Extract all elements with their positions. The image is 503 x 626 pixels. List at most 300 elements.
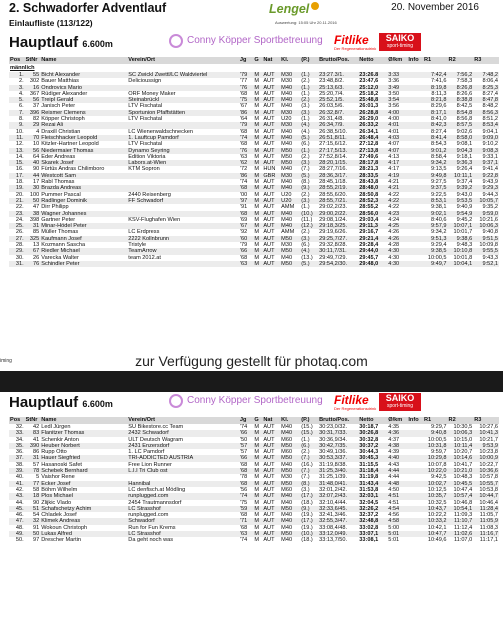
cell-stnr: 29 bbox=[25, 122, 41, 128]
cell-verein: Schwadorf bbox=[127, 518, 239, 524]
cell-verein: ULT Deutsch Wagram bbox=[128, 436, 183, 443]
cell-netto: 30:18,7 bbox=[359, 424, 379, 430]
cell-g: M bbox=[254, 499, 260, 506]
cell-name: Rabl Thomas bbox=[41, 179, 75, 186]
cell-brutto: 29:25,7/27. bbox=[318, 236, 358, 242]
cell-pace: 3:50 bbox=[388, 90, 400, 97]
cell-r1: 10:07,8 bbox=[427, 461, 447, 468]
cell-kl: M50 bbox=[280, 468, 300, 474]
cell-stnr: 91 bbox=[33, 524, 40, 531]
cell-stnr: 83 bbox=[25, 430, 41, 436]
header bbox=[9, 1, 499, 17]
col-header-r3: R3 bbox=[473, 57, 499, 64]
cell-pace: 4:21 bbox=[388, 179, 400, 186]
cell-p: (1.) bbox=[301, 116, 310, 123]
cell-verein: Sportunion Pfaffstätten bbox=[127, 110, 239, 116]
cell-stnr: 64 bbox=[33, 153, 40, 160]
cell-r2: 10:30,5 bbox=[453, 424, 473, 430]
cell-pos: 22. bbox=[15, 204, 24, 211]
cell-jg: '68 bbox=[239, 141, 248, 148]
cell-r1: 8:27,4 bbox=[430, 128, 447, 135]
cell-r3: 9:04,1 bbox=[482, 128, 498, 135]
cell-r2: 8:38,8 bbox=[448, 97, 474, 103]
cell-pace: 4:01 bbox=[388, 128, 400, 135]
cell-g: M bbox=[253, 110, 262, 116]
cell-nat: AUT bbox=[262, 493, 280, 499]
cell-netto: 26:33,2 bbox=[358, 122, 387, 128]
cell-brutto: 25:20,7/4. bbox=[319, 90, 344, 97]
cell-g: M bbox=[254, 90, 260, 97]
col-header-name: Name bbox=[40, 417, 127, 424]
cell-g: M bbox=[254, 449, 260, 456]
cell-r3: 10:36,6 bbox=[473, 468, 499, 474]
cell-jg: '59 bbox=[239, 506, 254, 512]
cell-p: (17.) bbox=[300, 518, 318, 524]
cell-nat: AUT bbox=[263, 424, 275, 430]
cell-kl: M40 bbox=[281, 512, 293, 519]
cell-r3: 9:29,3 bbox=[473, 185, 499, 191]
cell-nat: AUT bbox=[262, 468, 280, 474]
col-header-netto: Netto bbox=[358, 57, 387, 64]
cell-pace: 4:30 bbox=[388, 254, 400, 261]
cell-p: (13.) bbox=[301, 254, 313, 261]
sun-icon bbox=[311, 2, 319, 10]
cell-brutto: 28:27,7/16. bbox=[319, 166, 348, 173]
cell-netto: 29:03,4 bbox=[359, 216, 379, 223]
cell-p: (4.) bbox=[300, 248, 318, 254]
cell-g: M bbox=[253, 518, 262, 524]
cell-r2: 11:09,3 bbox=[453, 512, 473, 519]
cell-stnr: 396 bbox=[25, 110, 41, 116]
cell-r1: 9:13,5 bbox=[430, 166, 447, 173]
cell-name: Plos Michael bbox=[40, 493, 127, 499]
cell-jg: '63 bbox=[239, 261, 254, 267]
cell-kl: M30 bbox=[281, 474, 293, 481]
cell-nat: AUT bbox=[263, 436, 275, 443]
cell-r1: 9:51,3 bbox=[423, 236, 448, 242]
cell-nat: GBR bbox=[262, 173, 280, 179]
cell-r2: 10:04,1 bbox=[448, 261, 474, 267]
cell-verein: FF Schwadorf bbox=[127, 198, 239, 204]
cell-r3: 10:09,8 bbox=[479, 242, 498, 249]
cell-jg: '78 bbox=[239, 474, 248, 481]
cell-name: Wokoun Christoph bbox=[41, 524, 88, 531]
cell-r2: 10:20,7 bbox=[453, 449, 473, 456]
cell-name: Niedermaier Thomas bbox=[40, 148, 127, 154]
cell-stnr: 67 bbox=[25, 248, 41, 254]
cell-r2: 10:06,3 bbox=[448, 430, 474, 436]
cell-r2: 8:26,6 bbox=[456, 90, 473, 97]
cell-brutto: 26:03,5/6. bbox=[319, 103, 344, 110]
cell-netto: 27:13,8 bbox=[358, 148, 387, 154]
cell-name: Hauer Siegfried bbox=[40, 455, 127, 461]
cell-r2: 7:56,2 bbox=[448, 72, 474, 78]
cell-name: Rupp Otto bbox=[41, 449, 67, 456]
cell-netto: 26:29,0 bbox=[359, 116, 379, 123]
cell-r1: 8:17,1 bbox=[423, 110, 448, 116]
cell-kl: M30 bbox=[280, 122, 300, 128]
cell-kl: M60 bbox=[281, 486, 293, 493]
cell-p: (3.) bbox=[301, 486, 310, 493]
cell-r3: 9:09,0 bbox=[473, 135, 499, 141]
cell-kl: M40 bbox=[281, 179, 293, 186]
cell-brutto: 30:11,7/31. bbox=[318, 248, 358, 254]
cell-pos: 40. bbox=[15, 474, 24, 481]
cell-name: Dirr Philipp bbox=[41, 204, 69, 211]
cell-p: (7.) bbox=[301, 474, 310, 481]
cell-r1: 8:40,6 bbox=[430, 216, 447, 223]
cell-r2: 8:42,5 bbox=[456, 103, 473, 110]
cell-p: (19.) bbox=[301, 524, 313, 531]
cell-pos: 28. bbox=[15, 242, 24, 249]
cell-pos: 37. bbox=[9, 455, 25, 461]
cell-pos: 44. bbox=[15, 499, 24, 506]
cell-nat: AUT bbox=[263, 179, 275, 186]
cell-pace: 3:56 bbox=[388, 103, 400, 110]
cell-r1: 10:49,6 bbox=[427, 537, 447, 544]
cell-r1: 8:53,1 bbox=[423, 198, 448, 204]
cell-netto: 32:26,2 bbox=[358, 506, 387, 512]
cell-jg: '57 bbox=[239, 443, 254, 449]
cell-p: (1.) bbox=[300, 148, 318, 154]
cell-pos: 45. bbox=[9, 506, 25, 512]
cell-nat: AUT bbox=[263, 90, 275, 97]
cell-r3: 8:47,8 bbox=[473, 97, 499, 103]
cell-g: M bbox=[254, 461, 260, 468]
cell-pace: 5:01 bbox=[387, 531, 407, 537]
cell-p: (4.) bbox=[300, 122, 318, 128]
cell-brutto: 32:55,3/47. bbox=[318, 518, 358, 524]
cell-pos: 49. bbox=[9, 531, 25, 537]
cell-netto: 30:32,8 bbox=[359, 436, 379, 443]
cell-r1: 10:43,7 bbox=[423, 506, 448, 512]
cell-brutto: 32:01,2/42. bbox=[319, 486, 348, 493]
col-header-pace: Ø/km bbox=[387, 57, 407, 64]
cell-brutto: 26:31,4/8. bbox=[319, 116, 344, 123]
cell-nat: AUT bbox=[262, 198, 280, 204]
col-header-info: Info bbox=[407, 57, 423, 64]
cell-netto: 28:17,8 bbox=[358, 160, 387, 166]
cell-g: M bbox=[253, 223, 262, 229]
cell-pos: 2. bbox=[18, 78, 24, 85]
cell-r1: 8:58,4 bbox=[430, 153, 447, 160]
cell-pace: 4:03 bbox=[387, 135, 407, 141]
cell-g: M bbox=[253, 97, 262, 103]
cell-p: (16.) bbox=[301, 461, 313, 468]
cell-name: Ecker Josef bbox=[40, 481, 127, 487]
cell-g: M bbox=[254, 103, 260, 110]
cell-r1: 9:34,2 bbox=[423, 160, 448, 166]
cell-brutto: 29:49,7/29. bbox=[319, 254, 348, 261]
cell-netto: 28:50,8 bbox=[359, 191, 379, 198]
cell-pace: 4:00 bbox=[388, 116, 400, 123]
cell-r3: 9:52,1 bbox=[473, 261, 499, 267]
col-header-jg: Jg bbox=[239, 57, 254, 64]
cell-g: M bbox=[253, 455, 262, 461]
cell-pos: 15. bbox=[9, 160, 25, 166]
col-header-g: G bbox=[253, 417, 262, 424]
cell-r2: 10:21,0 bbox=[448, 468, 474, 474]
cell-pos: 41. bbox=[9, 481, 25, 487]
cell-nat: AUT bbox=[262, 248, 280, 254]
cell-g: M bbox=[253, 261, 262, 267]
cell-name: Eder Andreas bbox=[41, 153, 76, 160]
cell-nat: AUT bbox=[262, 211, 280, 217]
cell-nat: AUT bbox=[262, 443, 280, 449]
table-row bbox=[9, 537, 499, 543]
cell-pace: 4:19 bbox=[387, 173, 407, 179]
cell-r3: 10:44,7 bbox=[473, 493, 499, 499]
cell-jg: '57 bbox=[239, 449, 248, 456]
cell-netto: 28:43,8 bbox=[359, 179, 379, 186]
cell-jg: '91 bbox=[239, 204, 248, 211]
cell-pos: 43. bbox=[9, 493, 25, 499]
cell-stnr: 50 bbox=[25, 531, 41, 537]
cell-jg: '68 bbox=[239, 128, 248, 135]
cell-stnr: 17 bbox=[33, 179, 40, 186]
cell-kl: M60 bbox=[281, 449, 293, 456]
cell-g: M bbox=[253, 481, 262, 487]
cell-stnr: 302 bbox=[29, 78, 40, 85]
cell-r2: 10:10,8 bbox=[448, 248, 474, 254]
cell-verein: team 2012.at bbox=[128, 254, 161, 261]
cell-pos: 24. bbox=[15, 216, 24, 223]
cell-netto: 29:48,0 bbox=[358, 261, 387, 267]
cell-pos: 47. bbox=[9, 518, 25, 524]
cell-r3: 10:05,7 bbox=[473, 198, 499, 204]
cell-r1: 9:37,5 bbox=[423, 185, 448, 191]
cell-stnr: 100 bbox=[29, 191, 40, 198]
cell-r1: 8:11,3 bbox=[431, 90, 447, 97]
cell-pos: 4. bbox=[18, 90, 24, 97]
cell-stnr: 50 bbox=[25, 198, 41, 204]
sponsor-fitlike-sub: Der Regenerationsdrink bbox=[334, 46, 377, 51]
cell-g: M bbox=[254, 191, 260, 198]
cell-name: Vaishor Rene bbox=[41, 474, 75, 481]
cell-netto: 29:11,3 bbox=[358, 223, 387, 229]
cell-nat: AUT bbox=[263, 191, 275, 198]
cell-stnr: 85 bbox=[33, 229, 40, 236]
cell-nat: AUT bbox=[263, 524, 275, 531]
cell-p: (1.) bbox=[301, 90, 310, 97]
cell-netto: 25:18,2 bbox=[359, 90, 379, 97]
cell-netto: 29:28,4 bbox=[359, 242, 379, 249]
cell-r2: 9:48,3 bbox=[456, 242, 473, 249]
cell-pace: 4:44 bbox=[387, 468, 407, 474]
cell-r3: 10:53,8 bbox=[479, 486, 498, 493]
cell-r1: 9:01,2 bbox=[423, 148, 448, 154]
sponsor-ck-2: Conny Köpper Sportbetreuung bbox=[187, 395, 323, 406]
cell-jg: '72 bbox=[239, 166, 248, 173]
cell-r2: 9:53,5 bbox=[448, 198, 474, 204]
cell-name: Pummer Pascal bbox=[41, 191, 81, 198]
cell-r1: 8:41,4 bbox=[423, 135, 448, 141]
cell-netto: 31:19,8 bbox=[359, 474, 379, 481]
cell-pace: 4:58 bbox=[387, 518, 407, 524]
cell-name: Bicht Alexander bbox=[40, 72, 127, 78]
cell-r1: 8:19,8 bbox=[423, 85, 448, 91]
sponsor-ck: Conny Köpper Sportbetreuung bbox=[187, 35, 323, 46]
cell-p: (2.) bbox=[301, 78, 310, 85]
cell-kl: M30 bbox=[280, 110, 300, 116]
cell-pos: 50. bbox=[15, 537, 24, 544]
cell-netto: 33:07,1 bbox=[358, 531, 387, 537]
cell-r1: 9:42,5 bbox=[430, 474, 447, 481]
cell-kl: M40 bbox=[281, 90, 293, 97]
col-header-brutto: Brutto/Pos. bbox=[318, 417, 358, 424]
cell-p: (3.) bbox=[300, 236, 318, 242]
cell-netto: 29:16,7 bbox=[359, 229, 379, 236]
cell-nat: AUT bbox=[262, 531, 280, 537]
cell-name: Kozmann Sascha bbox=[41, 242, 86, 249]
cell-verein: L.I.I Tri Club ost bbox=[127, 468, 239, 474]
cell-stnr: 82 bbox=[33, 116, 40, 123]
cell-brutto: 23:27.3/1. bbox=[318, 72, 358, 78]
cell-jg: '64 bbox=[239, 116, 248, 123]
cell-r2: 10:11,1 bbox=[448, 173, 474, 179]
cell-netto: 31:18,4 bbox=[358, 468, 387, 474]
cell-stnr: 5 bbox=[36, 474, 40, 481]
cell-r3: 11:05,7 bbox=[479, 512, 498, 519]
cell-p: (1.) bbox=[300, 72, 318, 78]
cell-r1: 9:38,5 bbox=[423, 248, 448, 254]
cell-p: (7.) bbox=[301, 166, 310, 173]
cell-r3: 11:05,9 bbox=[473, 518, 499, 524]
cell-p: (4.) bbox=[301, 128, 310, 135]
cell-verein bbox=[127, 261, 239, 267]
cell-stnr: 55 bbox=[25, 72, 41, 78]
col-header-stnr: StNr bbox=[25, 57, 41, 64]
cell-r1: 10:35,7 bbox=[423, 493, 448, 499]
cell-g: M bbox=[253, 443, 262, 449]
cell-pace: 4:22 bbox=[388, 204, 400, 211]
cell-r1: 9:29,7 bbox=[430, 424, 447, 430]
cell-brutto: 29:08,1/24. bbox=[319, 216, 348, 223]
table-header bbox=[9, 57, 499, 64]
cell-netto: 31:53,8 bbox=[359, 486, 379, 493]
cell-nat: AUT bbox=[262, 223, 280, 229]
cell-pos: 16. bbox=[15, 166, 24, 173]
cell-r3: 10:00,9 bbox=[473, 455, 499, 461]
cell-r1: 9:27,5 bbox=[430, 179, 447, 186]
cell-brutto: 28:20,1/15. bbox=[318, 160, 358, 166]
cell-kl: M40 bbox=[281, 537, 293, 544]
cell-verein: SC Zwickl Zwettl/LC Waldviertel bbox=[127, 72, 239, 78]
cell-r2: 10:01,8 bbox=[453, 254, 473, 261]
cell-netto: 25:12,0 bbox=[358, 85, 387, 91]
cell-r3: 9:44,3 bbox=[482, 191, 498, 198]
col-header-verein: Verein/Ort bbox=[127, 417, 239, 424]
cell-name: Schebek Bernhard bbox=[40, 468, 127, 474]
cell-g: M bbox=[254, 216, 260, 223]
cell-netto: 30:44,3 bbox=[359, 449, 379, 456]
cell-jg: '68 bbox=[239, 512, 248, 519]
cell-pace: 4:07 bbox=[387, 148, 407, 154]
cell-kl: M40 bbox=[281, 499, 293, 506]
list-title: Einlaufliste (113/122) bbox=[9, 18, 93, 28]
cell-r3: 8:51,2 bbox=[482, 116, 498, 123]
cell-netto: 29:45,7 bbox=[359, 254, 379, 261]
cell-g: M bbox=[253, 493, 262, 499]
cell-netto: 30:45,3 bbox=[358, 455, 387, 461]
cell-pos: 11. bbox=[9, 135, 25, 141]
cell-pace: 5:01 bbox=[388, 537, 400, 544]
cell-name: Ledl Jürgen bbox=[41, 424, 71, 430]
cell-pace: 5:00 bbox=[388, 524, 400, 531]
cell-jg: '75 bbox=[239, 97, 254, 103]
sponsor-saiko-2: SAIKO sport-timing bbox=[379, 393, 421, 411]
cell-netto: 31:15,5 bbox=[359, 461, 379, 468]
cell-pos: 46. bbox=[15, 512, 24, 519]
cell-p: (17.) bbox=[300, 493, 318, 499]
cell-r3: 9:35,2 bbox=[482, 204, 498, 211]
cell-r2: 10:45,5 bbox=[448, 481, 474, 487]
cell-r3: 10:21,6 bbox=[479, 216, 498, 223]
cell-r1: 8:21,8 bbox=[423, 97, 448, 103]
cell-pace: 4:28 bbox=[388, 242, 400, 249]
cell-r3: 9:37,1 bbox=[473, 160, 499, 166]
cell-p: (2.) bbox=[301, 191, 310, 198]
col-header-pos: Pos bbox=[9, 417, 25, 424]
cell-r3: 9:40,8 bbox=[482, 229, 498, 236]
cell-name: Wagner Johannes bbox=[40, 211, 127, 217]
cell-p: (15.) bbox=[300, 430, 318, 436]
cell-p: (15.) bbox=[301, 424, 313, 430]
cell-stnr: 32 bbox=[25, 518, 41, 524]
cell-g: M bbox=[253, 198, 262, 204]
cell-p: (8.) bbox=[301, 179, 310, 186]
cell-name: Hasanoski Safet bbox=[41, 461, 82, 468]
cell-pace: 4:56 bbox=[388, 512, 400, 519]
cell-jg: '76 bbox=[239, 85, 254, 91]
cell-p: (12.) bbox=[300, 223, 318, 229]
cell-brutto: 31:19,8/38. bbox=[319, 461, 348, 468]
cell-g: M bbox=[254, 78, 260, 85]
cell-r1: 7:41,6 bbox=[430, 78, 447, 85]
cell-g: M bbox=[254, 229, 260, 236]
cell-netto: 23:26.8 bbox=[358, 72, 387, 78]
cell-r3: 9:10,2 bbox=[482, 141, 498, 148]
cell-pos: 20. bbox=[15, 191, 24, 198]
cell-r1: 10:29,8 bbox=[423, 455, 448, 461]
cell-pos: 1. bbox=[9, 72, 25, 78]
cell-pace: 4:22 bbox=[387, 198, 407, 204]
cell-r3: 8:48,2 bbox=[482, 103, 498, 110]
cell-pos: 13. bbox=[9, 148, 25, 154]
cell-netto: 29:21,4 bbox=[358, 236, 387, 242]
cell-pace: 3:33 bbox=[387, 72, 407, 78]
cell-name: Ondrovics Mario bbox=[40, 85, 127, 91]
cell-name: Chladek Josef bbox=[41, 512, 77, 519]
cell-pace: 3:54 bbox=[387, 97, 407, 103]
cell-stnr: 38 bbox=[25, 211, 41, 217]
cell-nat: AUT bbox=[263, 78, 275, 85]
cell-kl: M40 bbox=[280, 493, 300, 499]
cell-jg: '68 bbox=[239, 254, 248, 261]
cell-pos: 27. bbox=[9, 236, 25, 242]
col-header-pace: Ø/km bbox=[387, 417, 407, 424]
col-header-r2: R2 bbox=[448, 57, 474, 64]
cell-r3: 8:06,4 bbox=[482, 78, 498, 85]
cell-g: M bbox=[253, 248, 262, 254]
cell-kl: M60 bbox=[281, 436, 293, 443]
cell-brutto: 32:10,4/44. bbox=[319, 499, 348, 506]
cell-pos: 38. bbox=[15, 461, 24, 468]
cell-r1: 10:00,5 bbox=[427, 436, 447, 443]
cell-brutto: 27:17,5/13. bbox=[318, 148, 358, 154]
cell-kl: M40 bbox=[281, 524, 293, 531]
cell-g: M bbox=[253, 135, 262, 141]
